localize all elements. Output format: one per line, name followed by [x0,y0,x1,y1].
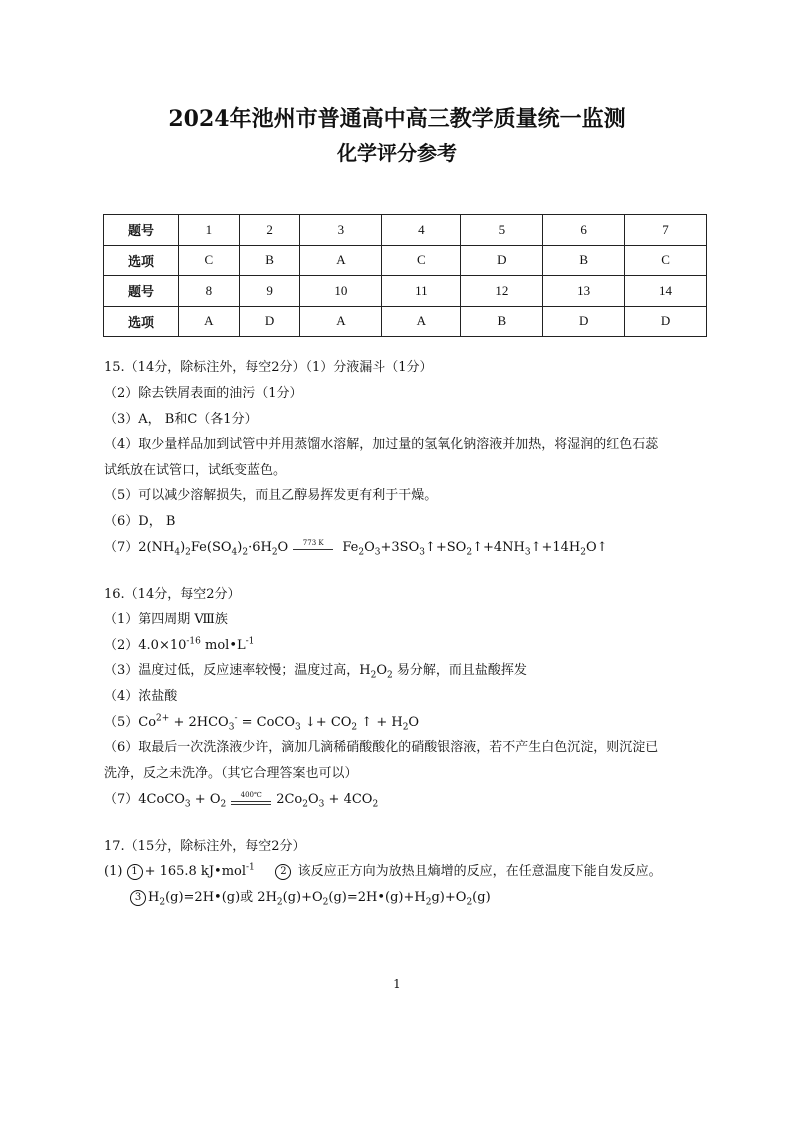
q16-answer-6-cont: 洗净，反之未洗净。（其它合理答案也可以） [104,766,358,781]
q15-answer-4: （4）取少量样品加到试管中并用蒸馏水溶解，加过量的氢氧化钠溶液并加热，将湿润的红色石蕊 [104,437,659,452]
table-cell: 5 [461,215,543,246]
table-cell: C [625,245,707,276]
table-cell: D [543,306,625,337]
table-cell: D [239,306,300,337]
table-row [104,215,707,246]
table-cell: 2 [239,215,300,246]
reaction-condition: 400℃ [240,790,262,799]
page-subtitle: 化学评分参考 [337,141,457,165]
table-cell: B [461,306,543,337]
q15-answer-7 [104,539,608,557]
table-cell: 14 [625,276,707,307]
table-cell: 1 [179,215,240,246]
reaction-arrow [291,538,335,555]
q15-answer-5: （5）可以减少溶解损失，而且乙醇易挥发更有利于干燥。 [104,488,438,503]
table-row [104,245,707,276]
table-cell: A [300,245,382,276]
table-cell: 7 [625,215,707,246]
reaction-condition: 773 K [302,538,324,547]
q16-answer-1: （1）第四周期 Ⅷ族 [104,612,228,627]
q16-answer-3: （3）温度过低，反应速率较慢；温度过高，$H_2O_2$ 易分解，而且盐酸挥发 [104,663,527,681]
q16-answer-2: $(2)4.0\times 10^{-16}$ $mol•L^{-1}$ [104,636,255,653]
table-cell: 6 [543,215,625,246]
table-cell: 12 [461,276,543,307]
q15-eq-products: $Fe_2O_3+3SO_3↑+SO_2↑+4NH_3↑+14H_2O↑$ [342,540,608,558]
table-cell: 9 [239,276,300,307]
q17-answer-1: (1) 1 + 165.8 kJ•mol$^{-1}$ 2 该反应正方向为放热且熵增的反应，在任意温度下能自发反应。 [104,862,662,879]
table-cell: 13 [543,276,625,307]
row-label: 选项 [104,306,179,337]
q16-answer-5: $(5)Co^{2+} + 2HCO_3^-$ = CoCO$_3$ ↓+ $CO_2$ ↑ + $H_2O$ [104,713,420,733]
table-row [104,276,707,307]
q15-eq-reactant: $(7)2(NH_4)_2Fe(SO_4)_2\cdot 6H_2O$ [104,540,289,558]
q16-answer-7: （7）4CoCO$_3$ + $O_2$ 400℃ $2Co_2O_3 + 4CO_2$ [104,791,378,809]
q15-answer-2: （2）除去铁屑表面的油污（1分） [104,386,303,401]
circled-number-3: 3 [130,890,146,906]
row-label: 题号 [104,276,179,307]
q17-answer-3: 3 $H_2(g)=2H•(g)$或 $2H_2(g)+O_2(g)=2H•(g)+H_2g)+O_2(g)$ [130,889,491,907]
answer-table [103,214,707,337]
q17-header: 17.（15分，除标注外，每空2分） [104,839,306,854]
circled-number-2: 2 [275,864,291,880]
table-cell: 8 [179,276,240,307]
page-title: 2024年池州市普通高中高三教学质量统一监测 [168,106,626,132]
q16-header: 16.（14分，每空2分） [104,587,241,602]
table-cell: C [179,245,240,276]
q16-answer-6: （6）取最后一次洗涤液少许，滴加几滴稀硝酸酸化的硝酸银溶液，若不产生白色沉淀，则沉淀已 [104,740,659,755]
page-number: 1 [393,977,401,991]
table-cell: A [382,306,461,337]
row-label: 题号 [104,215,179,246]
table-cell: D [461,245,543,276]
table-cell: D [625,306,707,337]
table-cell: 3 [300,215,382,246]
row-label: 选项 [104,245,179,276]
reaction-arrow [229,790,273,807]
q15-answer-4-cont: 试纸放在试管口，试纸变蓝色。 [104,463,287,478]
table-row [104,306,707,337]
table-cell: 11 [382,276,461,307]
table-cell: 10 [300,276,382,307]
circled-number-1: 1 [127,864,143,880]
table-cell: A [179,306,240,337]
table-cell: 4 [382,215,461,246]
table-cell: C [382,245,461,276]
table-cell: B [543,245,625,276]
q15-header: 15.（14分，除标注外，每空2分）（1）分液漏斗（1分） [104,360,433,375]
q16-answer-4: （4）浓盐酸 [104,689,178,704]
q15-answer-3: （3）A， B和C（各1分） [104,412,258,427]
table-cell: A [300,306,382,337]
table-cell: B [239,245,300,276]
q15-answer-6: （6）D， B [104,514,176,529]
